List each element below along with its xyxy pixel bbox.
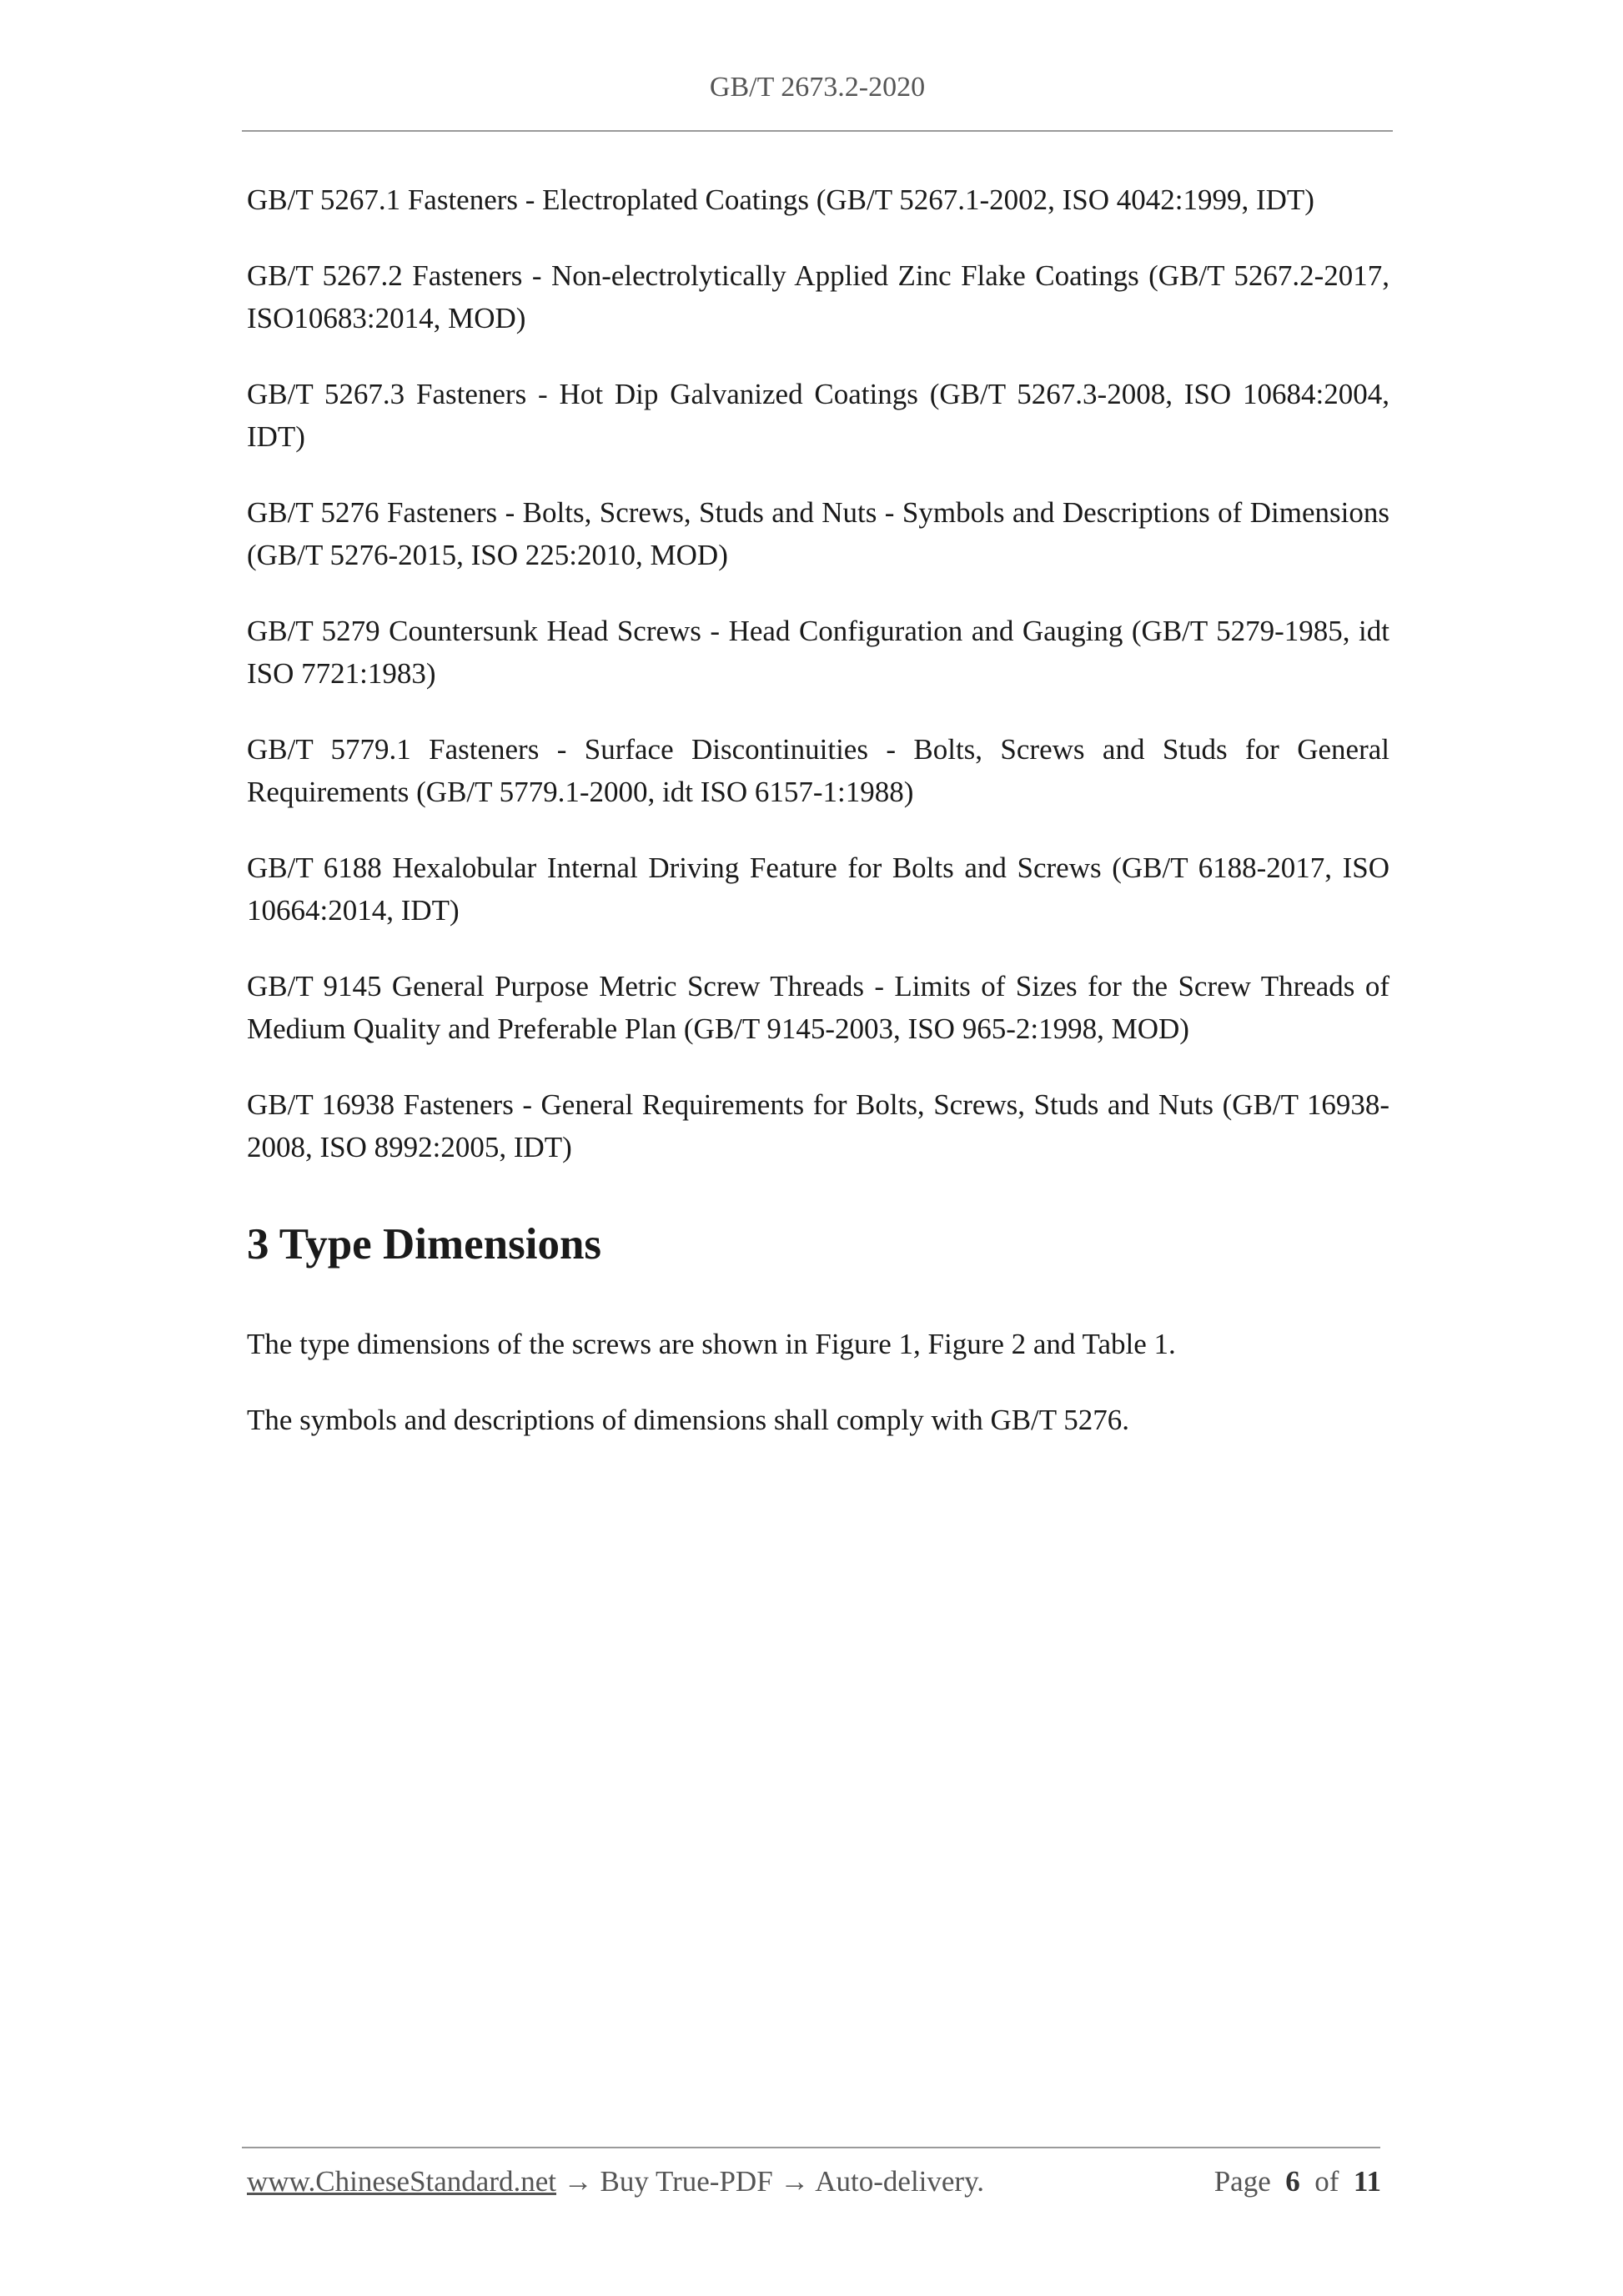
reference-item: GB/T 5267.1 Fasteners - Electroplated Coatings (GB/T 5267.1-2002, ISO 4042:1999, IDT) [247, 183, 1314, 216]
reference-item: GB/T 5267.3 Fasteners - Hot Dip Galvanized Coatings (GB/T 5267.3-2008, ISO 10684:2004, IDT) [247, 378, 1389, 453]
page-number [1214, 2165, 1381, 2198]
page-label: Page [1213, 2165, 1271, 2198]
reference-item: GB/T 16938 Fasteners - General Requirements for Bolts, Screws, Studs and Nuts (GB/T 16938-2008, ISO 8992:2005, IDT) [247, 1088, 1389, 1163]
arrow-right-icon: → [780, 2165, 810, 2198]
current-page-number: 6 [1285, 2165, 1300, 2198]
buy-pdf-text: Buy True-PDF [600, 2165, 773, 2198]
header-divider [242, 130, 1393, 132]
reference-item: GB/T 6188 Hexalobular Internal Driving Feature for Bolts and Screws (GB/T 6188-2017, ISO 10664:2014, IDT) [247, 852, 1389, 927]
section-body [247, 1323, 1389, 1475]
body-paragraph: The symbols and descriptions of dimensions shall comply with GB/T 5276. [247, 1404, 1130, 1436]
document-header-title: GB/T 2673.2-2020 [709, 72, 926, 103]
normative-references-list [247, 178, 1389, 1202]
website-link[interactable]: www.ChineseStandard.net [247, 2165, 556, 2198]
section-heading: 3 Type Dimensions [247, 1220, 602, 1269]
page-of-label: of [1314, 2165, 1339, 2198]
body-paragraph: The type dimensions of the screws are shown in Figure 1, Figure 2 and Table 1. [247, 1328, 1176, 1360]
reference-item: GB/T 5779.1 Fasteners - Surface Discontinuities - Bolts, Screws and Studs for General Requirements (GB/T 5779.1-2000, idt ISO 6157-1:1988) [247, 733, 1389, 808]
reference-item: GB/T 5279 Countersunk Head Screws - Head Configuration and Gauging (GB/T 5279-1985, idt ISO 7721:1983) [247, 615, 1389, 690]
reference-item: GB/T 9145 General Purpose Metric Screw Threads - Limits of Sizes for the Screw Threads of Medium Quality and Preferable Plan (GB/T 9145-2003, ISO 965-2:1998, MOD) [247, 970, 1389, 1045]
total-pages-number: 11 [1353, 2165, 1381, 2198]
footer-promo [247, 2165, 984, 2198]
arrow-right-icon: → [563, 2165, 593, 2198]
auto-delivery-text: Auto-delivery. [815, 2165, 985, 2198]
page-footer [247, 2165, 1381, 2207]
reference-item: GB/T 5267.2 Fasteners - Non-electrolytically Applied Zinc Flake Coatings (GB/T 5267.2-2017, ISO10683:2014, MOD) [247, 259, 1389, 334]
reference-item: GB/T 5276 Fasteners - Bolts, Screws, Studs and Nuts - Symbols and Descriptions of Dimensions (GB/T 5276-2015, ISO 225:2010, MOD) [247, 496, 1389, 571]
footer-divider [242, 2147, 1380, 2148]
